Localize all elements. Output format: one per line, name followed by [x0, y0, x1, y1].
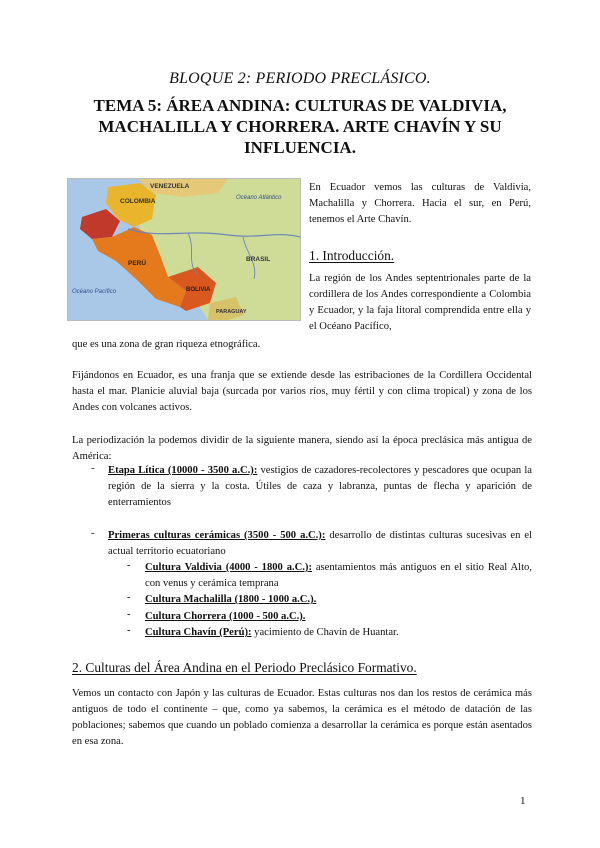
section-2-paragraph: Vemos un contacto con Japón y las culturas de Ecuador. Estas culturas nos dan los restos de cerámica más antiguos de todo el continente – que, como ya sabemos, la cerámica es el método de datación de las poblaciones; sabemos que cuando un poblado comienza a desarrollar la cerámica es porque están asentados en esa zona.: [72, 688, 532, 747]
list-item-text: vestigios de cazadores-recolectores y pescadores que ocupan la región de la sierra y la costa. Útiles de caza y labranza, puntas de flecha y aparición de enterramientos: [108, 465, 533, 508]
sublist-item-term: Cultura Chavín (Perú):: [145, 627, 252, 638]
map-label: VENEZUELA: [150, 183, 190, 190]
list-item-term: Primeras culturas cerámicas (3500 - 500 a.C.):: [108, 530, 326, 541]
intro-paragraph: En Ecuador vemos las culturas de Valdivia, Machalilla y Chorrera. Hacia el sur, en Perú, tenemos el Arte Chavín.: [309, 182, 531, 225]
sublist-item-term: Cultura Valdivia (4000 - 1800 a.C.):: [145, 562, 312, 573]
list-bullet: -: [91, 463, 95, 474]
section-1-heading: 1. Introducción.: [309, 248, 395, 263]
list-item: [108, 528, 532, 560]
map-graphic: [68, 179, 300, 320]
map-label: PERÚ: [128, 260, 147, 267]
map-label: PARAGUAY: [216, 309, 247, 315]
lesson-title: TEMA 5: ÁREA ANDINA: CULTURAS DE VALDIVIA, MACHALILLA Y CHORRERA. ARTE CHAVÍN Y SU INFLUENCIA.: [93, 96, 507, 157]
list-item: [108, 463, 532, 511]
section-1-paragraph-2: Fijándonos en Ecuador, es una franja que se extiende desde las estribaciones de la Cordillera Occidental hasta el mar. Planicie aluvial baja (surcada por varios ríos, muy fértil y con clima tropical) y zona de los Andes con volcanes activos.: [72, 370, 532, 413]
sublist-item-term: Cultura Chorrera (1000 - 500 a.C.).: [145, 611, 306, 622]
sublist-item-text: asentamientos más antiguos en el sitio Real Alto, con venus y cerámica temprana: [145, 562, 532, 589]
list-item-term: Etapa Lítica (10000 - 3500 a.C.):: [108, 465, 258, 476]
block-title: BLOQUE 2: PERIODO PRECLÁSICO.: [169, 70, 431, 87]
south-america-map: [67, 178, 301, 321]
sublist-item: [145, 560, 532, 592]
section-1-paragraph-3: La periodización la podemos dividir de la siguiente manera, siendo así la época preclásica más antigua de América:: [72, 435, 532, 462]
section-1-paragraph-continued: que es una zona de gran riqueza etnográfica.: [72, 339, 261, 350]
sublist-item: [145, 609, 532, 625]
list-item-text: desarrollo de distintas culturas sucesivas en el actual territorio ecuatoriano: [108, 530, 532, 557]
map-label: Océano Pacífico: [72, 289, 117, 295]
sublist-bullet: -: [127, 609, 131, 620]
list-bullet: -: [91, 528, 95, 539]
map-label: BOLIVIA: [186, 287, 211, 293]
map-label: BRASIL: [246, 256, 271, 263]
page-number: 1: [520, 795, 526, 807]
section-1-paragraph-right: La región de los Andes septentrionales parte de la cordillera de los Andes correspondiente a Colombia y Ecuador, y la faja litoral comprendida entre ella y el Océano Pacífico,: [309, 273, 531, 332]
sublist-item-term: Cultura Machalilla (1800 - 1000 a.C.).: [145, 594, 317, 605]
sublist-bullet: -: [127, 592, 131, 603]
sublist-item: [145, 625, 532, 641]
map-label: Océano Atlántico: [236, 195, 282, 201]
sublist-item: [145, 592, 532, 608]
sublist-bullet: -: [127, 560, 131, 571]
sublist-bullet: -: [127, 625, 131, 636]
map-label: COLOMBIA: [120, 198, 156, 205]
sublist-item-text: yacimiento de Chavín de Huantar.: [251, 627, 399, 638]
section-2-heading: 2. Culturas del Área Andina en el Periodo Preclásico Formativo.: [72, 660, 417, 675]
